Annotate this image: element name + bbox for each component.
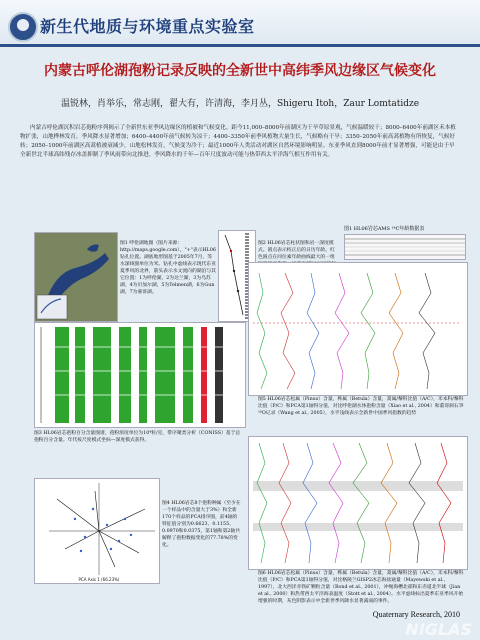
fig4-pca [34,478,160,584]
header-rule [0,44,480,47]
footer-source: Quaternary Research, 2010 [372,610,460,619]
pollen-bars [35,323,245,427]
lab-name: 新生代地质与环境重点实验室 [40,17,255,36]
fig1-caption: 图1 呼伦湖地图（图片来源：http://maps.google.com）。"+"表示HL06钻孔位置。湖底地形图基于2005年7月，等水深线图单位为米。钻孔中虚线表示现代东亚夏季风的北界，箭头表示水文流向的湖泊与其它位置：1为呼伦湖，2为达兰湖，3为乌苏湖，4为贝加尔湖，5为Telmen湖，6为Gun湖，7为蒙哥湖。 [120,241,216,295]
loading-arrow [57,499,99,531]
fig1-map [34,232,118,322]
fig5-chart [248,262,468,396]
table-lines [345,235,465,259]
fig6-curves [249,437,467,569]
pca-plot [35,479,159,583]
table1-title: 图1 HL06岩芯AMS ¹⁴C年龄数据表 [344,226,425,232]
poster-title: 内蒙古呼伦湖孢粉记录反映的全新世中高纬季风边缘区气候变化 [44,63,436,79]
pca-xlabel: PCA Axis 1 (66.23%) [78,577,120,582]
fig2-caption: 图2 HL06岩芯柱状图和岩一深度模式。圆点表示校正后的日历年龄。红色圆点在同位素年龄曲线最大的一组 [258,241,335,260]
fig5-curves [249,263,467,395]
loading-arrow [95,491,99,531]
loading-arrow [65,531,99,549]
watermark: NIGLAS [405,620,472,639]
table1 [344,234,466,260]
poster-abstract: 内蒙古呼伦湖沉积岩芯孢粉序列揭示了全新世东亚季风边缘区的植被和气候变化。距今11,000–8000年前湖区为干旱草原景观，气候温暖较干；8000–6400年前湖区禾本植物扩张，山地桦林发育，季风降水显著增加；6400–4400年前气候转为凉干；4400–3350年前季风植物大量生长，气候略有干旱；3350–2050年前高蒿植物有所恢复，气候好转；2050–1000年前湖区高蒿植被衰减少，山地松林发育，气候变为冷干；最近1000年人类活动对湖区自然环境影响明显。东亚季风直到8000年前才显著增强，可能是由于早全新世北半球高纬残存冰盖抑制了季风雨带向北推进。季风降水的千年—百年尺度波动可能与热带西太平洋海气相互作用有关。 [20,125,456,158]
fig5-caption: 图5 HL06岩芯松属（Pinus）含量，桦属（Betula）含量，蒿属/藜科比值（A/C），禾本科/藜科比值（P/C）和PCA第1轴得分值，对比呼伦湖水体孢粉含量（Xiao et al., 2004）和董哥洞石笋¹⁸O记录（Wang et al., 2005），水平浅线表示全新世中国季风指数的趋势 [258,397,464,416]
poster-authors: 温锐林，肖举乐，常志刚，翟大有，许清海，李月丛，Shigeru Itoh，Zaur Lomtatidze [60,99,420,109]
loading-arrow [99,531,115,567]
fig6-chart [248,436,468,570]
fig3-pollen-diagram [34,322,246,428]
lab-logo [8,12,38,42]
loading-arrow [99,509,145,531]
map-image [35,233,117,321]
fig3-caption: 图3 HL06岩芯孢粉百分含量图谱，孢粉浓度单位为10⁴粒/克，带序聚类分析（CONISS）基于总孢粉百分含量。年代按尺度模式坐标—深度模式获得。 [34,431,241,443]
header-bar [0,0,480,44]
fig4-caption: 图4 HL06岩芯8个孢粉种属（至少在一个样品中的含量大于3%）和全新170个样品的PCA排序图，前4轴的特征值分别为0.6623、0.1155、0.0970和0.0375，第1轴和第2轴共解释了孢粉数据变化的77.78%的变化。 [162,501,241,548]
fig6-caption: 图6 HL06岩芯松属（Pinus）含量，桦属（Betula）含量，蒿属/藜科比值（A/C），禾本科/藜科比值（P/C）和PCA第1轴得分值，对比格陵兰GISP2冰芯海盐通量（Mayewski et al., 1997），北大西洋赤铁矿颗粒含量（Bond et al., 2001），冲绳海槽北部和东赤道北半球（Jian et al., 2000）和热带西太平洋海表温度（Stott et al., 2004）。水平虚线标出夏季东亚季风开始增强的时期，灰色阴影表示中全新世季风降水显著减弱的事件。 [258,571,464,604]
